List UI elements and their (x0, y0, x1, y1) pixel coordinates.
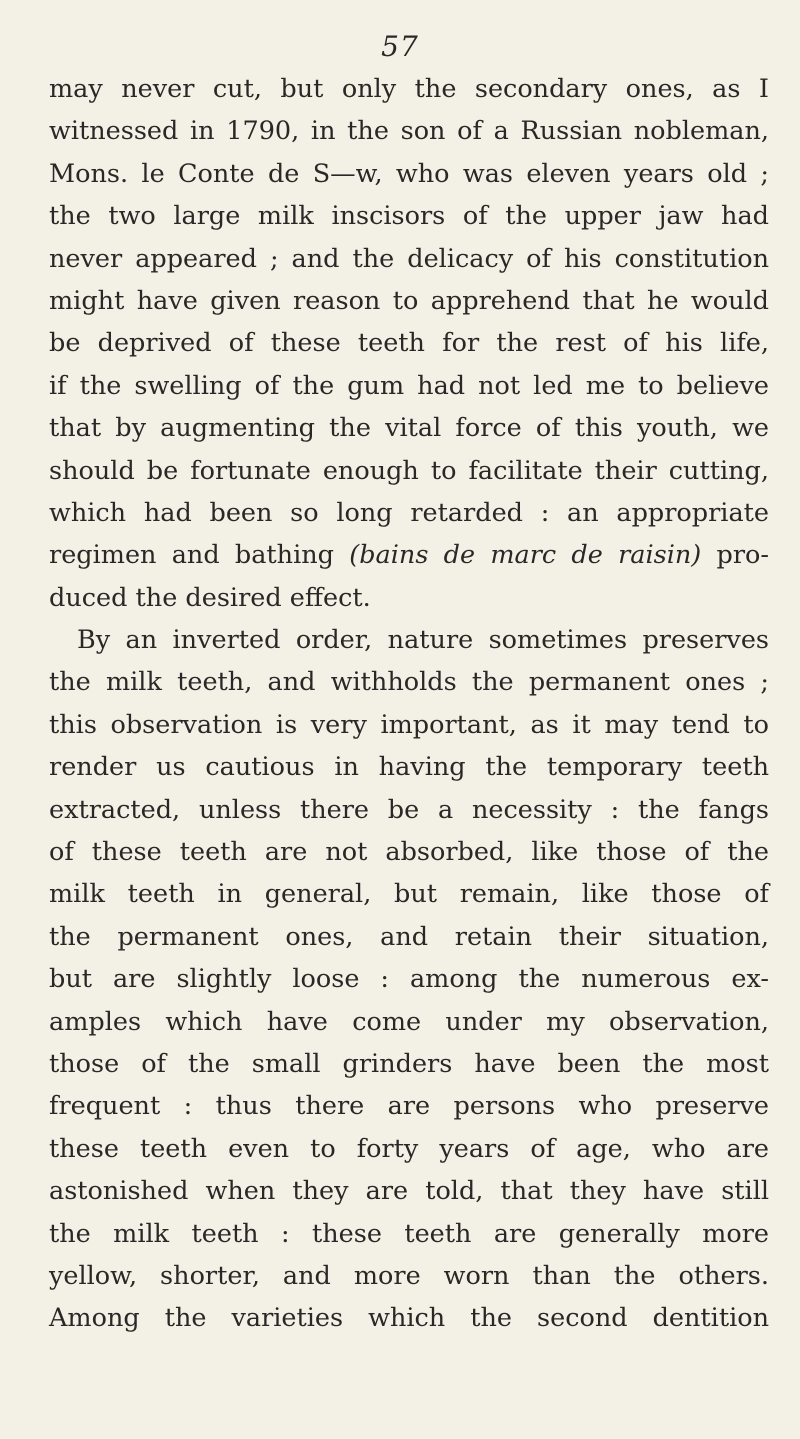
text-line: be deprived of these teeth for the rest of his life, (49, 328, 769, 359)
text-line: of these teeth are not absorbed, like those of the (49, 837, 769, 868)
text-line: Mons. le Conte de S—w, who was eleven years old ; (49, 158, 769, 189)
text-line: may never cut, but only the secondary ones, as I (49, 74, 769, 104)
text-line: render us cautious in having the temporary teeth (49, 752, 769, 783)
text-line: this observation is very important, as it may tend to (49, 709, 769, 740)
text-line: the permanent ones, and retain their situation, (49, 921, 769, 952)
text-line: frequent : thus there are persons who preserve (49, 1091, 769, 1122)
text-line: those of the small grinders have been the most (49, 1048, 769, 1079)
text-line: amples which have come under my observation, (49, 1006, 769, 1037)
text-line: might have given reason to apprehend that he would (49, 285, 769, 316)
text-line: yellow, shorter, and more worn than the others. (49, 1260, 769, 1291)
paragraph-first-line: By an inverted order, nature sometimes preserves (77, 625, 769, 656)
text-segment: regimen and bathing (49, 540, 350, 571)
text-line: witnessed in 1790, in the son of a Russian nobleman, (49, 116, 769, 147)
page-number: 57 (381, 30, 419, 63)
text-line: the milk teeth, and withholds the permanent ones ; (49, 667, 769, 698)
text-line: the two large milk inscisors of the upper jaw had (49, 201, 769, 232)
text-line: which had been so long retarded : an appropriate (49, 497, 769, 528)
text-line-with-italic (49, 534, 769, 576)
body-text (49, 68, 769, 1340)
text-line: if the swelling of the gum had not led me to believe (49, 370, 769, 401)
text-line: extracted, unless there be a necessity : the fangs (49, 794, 769, 825)
italic-phrase: (bains de marc de raisin) (349, 540, 702, 571)
text-line: astonished when they are told, that they have still (49, 1176, 769, 1207)
text-line: Among the varieties which the second dentition (49, 1303, 769, 1334)
text-line: never appeared ; and the delicacy of his constitution (49, 243, 769, 274)
text-line: should be fortunate enough to facilitate their cutting, (49, 455, 769, 486)
text-segment: pro- (701, 540, 769, 571)
text-line: milk teeth in general, but remain, like those of (49, 879, 769, 910)
text-line: but are slightly loose : among the numerous ex- (49, 964, 769, 995)
text-line: the milk teeth : these teeth are generally more (49, 1218, 769, 1249)
text-line: that by augmenting the vital force of this youth, we (49, 413, 769, 444)
text-line: these teeth even to forty years of age, who are (49, 1133, 769, 1164)
text-line: duced the desired effect. (49, 582, 371, 613)
